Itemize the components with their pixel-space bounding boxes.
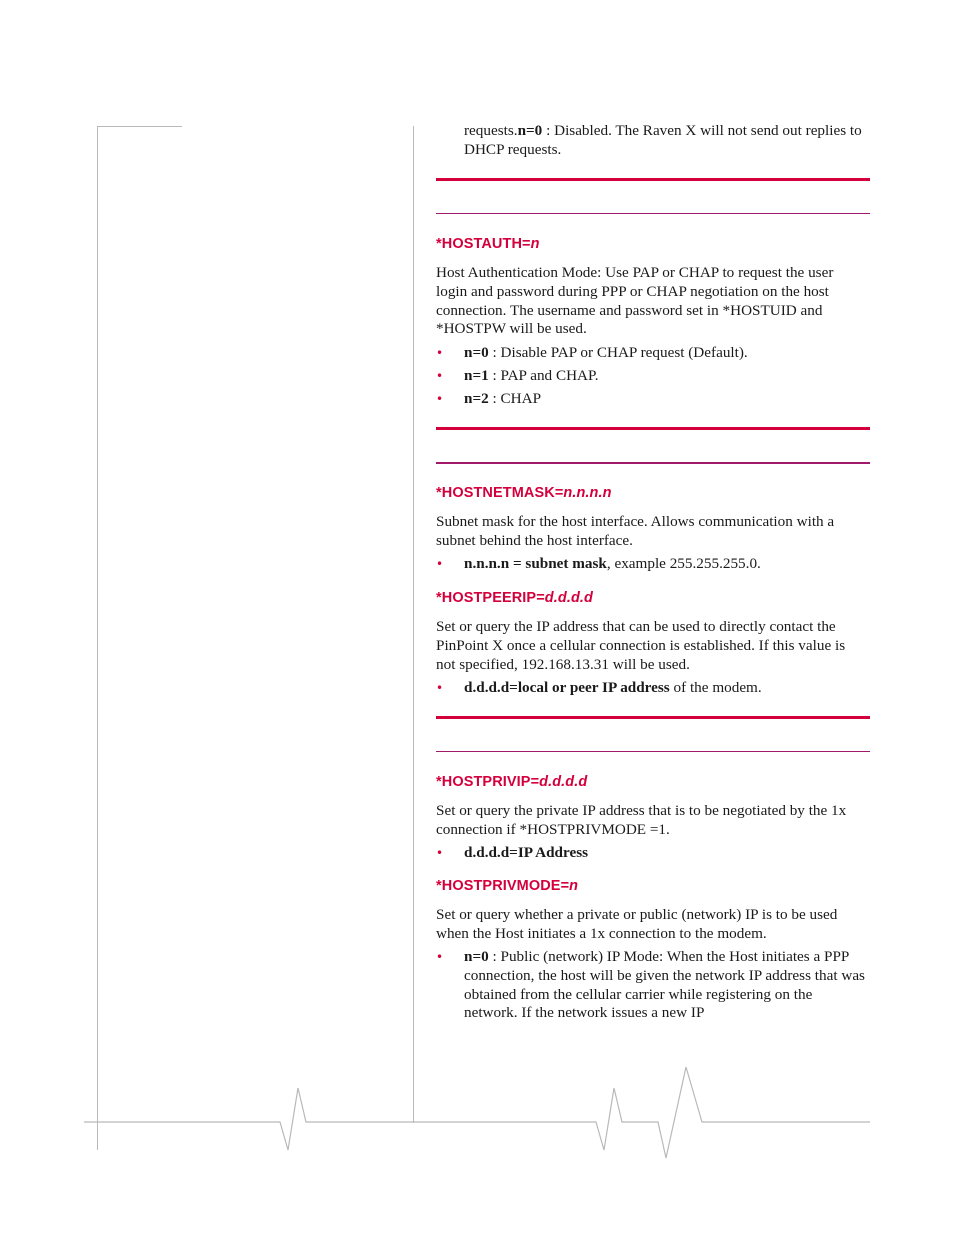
bullet-icon: • [436,950,444,964]
section-divider-thick [436,716,870,719]
section-divider-thin [436,213,870,214]
column-divider-line [413,126,414,1123]
hostnetmask-description: Subnet mask for the host interface. Allows communication with a subnet behind the host interface. [436,513,835,549]
hostprivmode-description: Set or query whether a private or public (network) IP is to be used when the Host initiates a 1x connection to the modem. [436,906,838,942]
command-heading-hostpeerip: *HOSTPEERIP=d.d.d.d [436,590,593,606]
command-heading-hostnetmask: *HOSTNETMASK=n.n.n.n [436,485,612,501]
bullet-icon: • [436,846,444,860]
continuation-paragraph: requests.n=0 : Disabled. The Raven X will not send out replies to DHCP requests. [464,122,862,158]
section-divider-thin [436,462,870,464]
command-heading-hostprivip: *HOSTPRIVIP=d.d.d.d [436,774,588,790]
bullet-icon: • [436,369,444,383]
hostprivip-description: Set or query the private IP address that is to be negotiated by the 1x connection if *HOSTPRIVMODE =1. [436,802,847,838]
bullet-icon: • [436,346,444,360]
left-margin-line [97,126,98,1150]
bullet-icon: • [436,557,444,571]
hostauth-description: Host Authentication Mode: Use PAP or CHAP to request the user login and password during PPP or CHAP negotiation on the host connection. The username and password set in *HOSTUID and *HOSTPW will be used. [436,264,834,338]
top-corner-line [97,126,182,127]
hostpeerip-description: Set or query the IP address that can be used to directly contact the PinPoint X once a cellular connection is established. If this value is not specified, 192.168.13.31 will be used. [436,618,846,673]
section-divider-thick [436,427,870,430]
bullet-icon: • [436,392,444,406]
command-heading-hostauth: *HOSTAUTH=n [436,236,540,252]
command-heading-hostprivmode: *HOSTPRIVMODE=n [436,878,579,894]
bullet-icon: • [436,681,444,695]
section-divider-thick [436,178,870,181]
footer-waveform-graphic [0,1055,954,1175]
section-divider-thin [436,751,870,752]
